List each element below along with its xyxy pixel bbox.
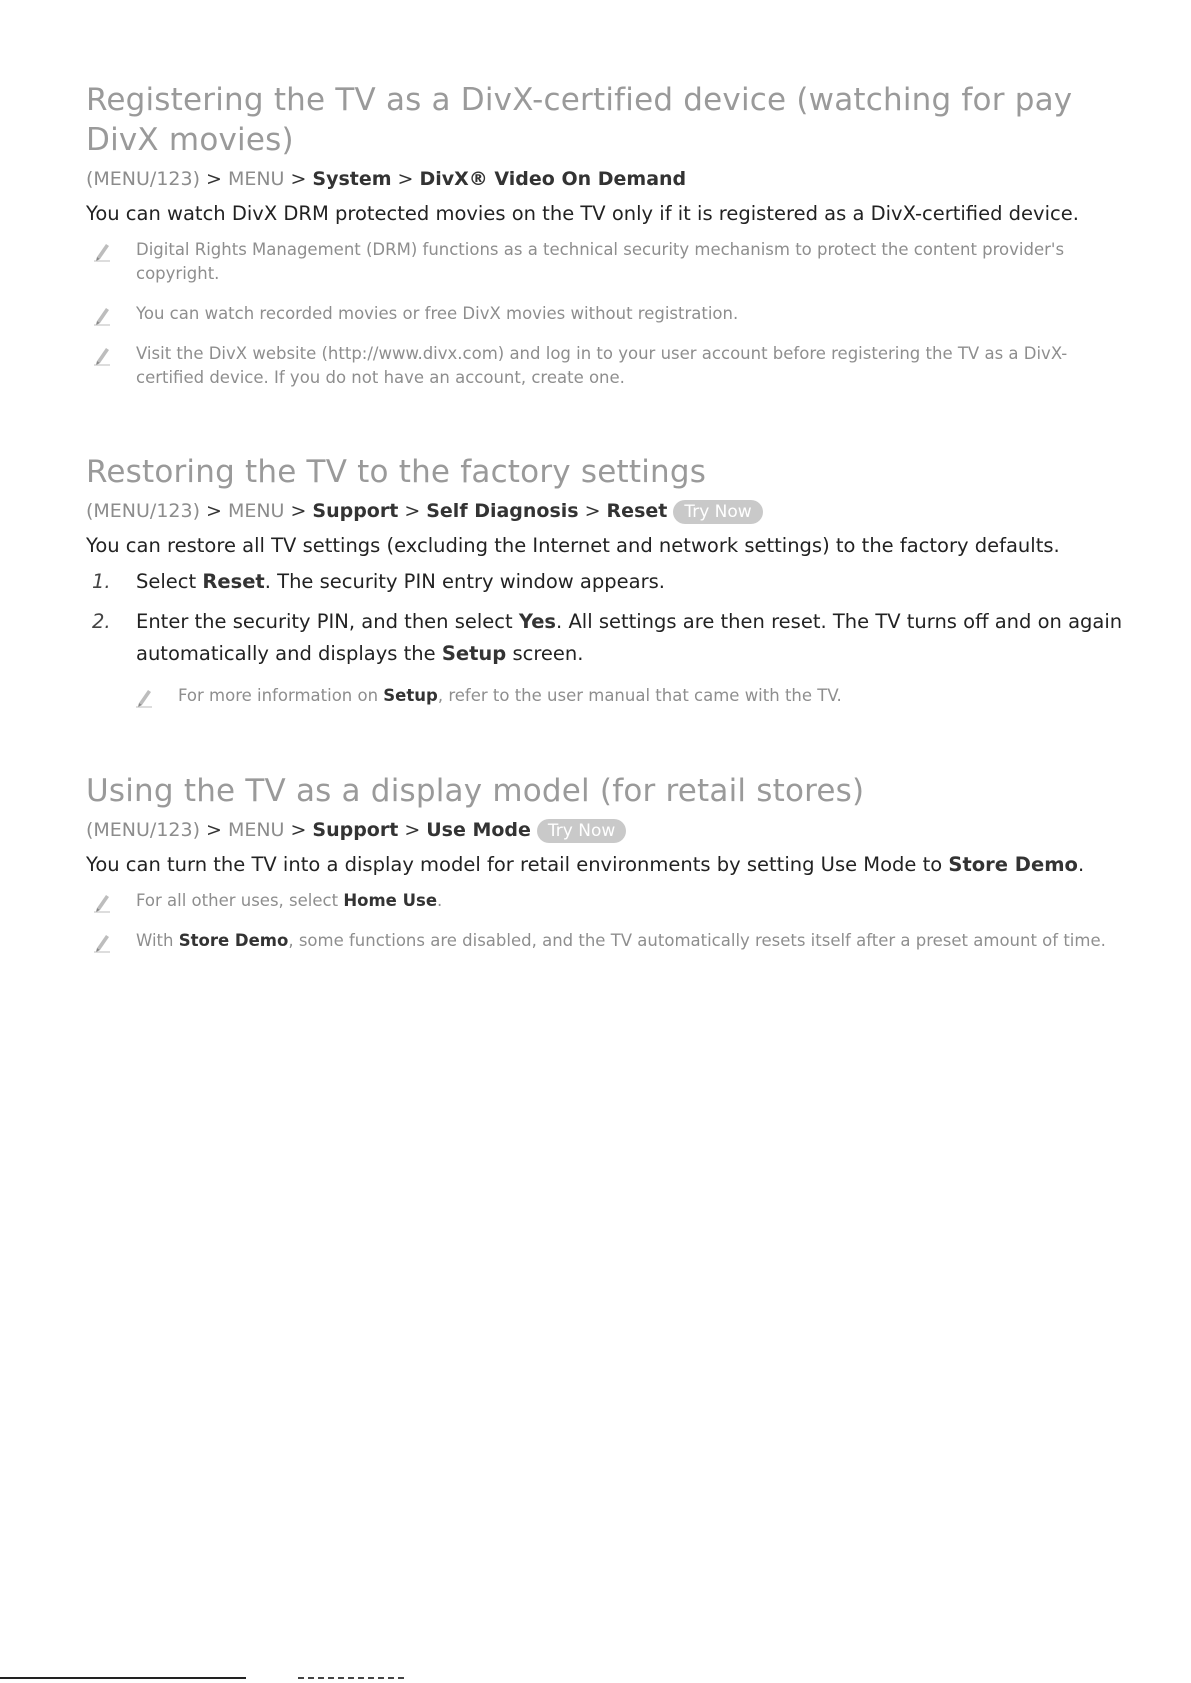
- footer-dashes: [298, 1677, 408, 1679]
- note-bold: Home Use: [343, 891, 438, 910]
- note: [86, 929, 1126, 953]
- note-text: You can watch recorded movies or free DivX movies without registration.: [136, 304, 739, 323]
- step-text: screen.: [506, 642, 584, 665]
- menu-path: [86, 817, 1126, 843]
- section-display-model: [86, 771, 1126, 953]
- chevron-right-icon: >: [206, 819, 222, 841]
- section-title: Using the TV as a display model (for retail stores): [86, 773, 865, 809]
- chevron-right-icon: >: [206, 168, 222, 190]
- path-item: (MENU/123): [86, 819, 201, 841]
- intro-bold: Store Demo: [948, 853, 1078, 876]
- chevron-right-icon: >: [290, 819, 307, 841]
- pencil-note-icon: [92, 238, 112, 262]
- chevron-right-icon: >: [206, 500, 222, 522]
- path-item: MENU: [227, 168, 285, 190]
- path-item: Use Mode: [426, 819, 531, 841]
- section-divx-registration: [86, 80, 1126, 390]
- step-bold: Reset: [202, 570, 265, 593]
- path-item: Reset: [606, 500, 668, 522]
- note: [86, 342, 1126, 390]
- path-item: Support: [312, 500, 399, 522]
- note: [86, 302, 1126, 326]
- note: [86, 889, 1126, 913]
- path-item: (MENU/123): [86, 168, 201, 190]
- note-text: Visit the DivX website (http://www.divx.com) and log in to your user account before registering the TV as a DivX-certified device. If you do not have an account, create one.: [136, 344, 1068, 387]
- note: [86, 238, 1126, 286]
- step-bold: Yes: [518, 610, 557, 633]
- pencil-note-icon: [92, 929, 112, 953]
- footer-rule: [0, 1677, 246, 1679]
- try-now-button[interactable]: Try Now: [673, 500, 762, 524]
- step-bold: Setup: [441, 642, 507, 665]
- step-text: Enter the security PIN, and then select: [136, 610, 519, 633]
- intro-text-part: .: [1077, 853, 1085, 876]
- note-text: For more information on: [178, 686, 384, 705]
- path-item: MENU: [227, 819, 285, 841]
- path-item: MENU: [227, 500, 285, 522]
- note-text: For all other uses, select: [136, 891, 344, 910]
- menu-path: [86, 498, 1126, 524]
- path-item: (MENU/123): [86, 500, 201, 522]
- step-number: 1.: [92, 570, 111, 593]
- step-text: . The security PIN entry window appears.: [264, 570, 665, 593]
- step-text: . All settings are then reset. The TV turns off and on again automatically and displays the: [136, 610, 1123, 665]
- pencil-note-icon: [134, 684, 154, 708]
- path-item: Self Diagnosis: [426, 500, 579, 522]
- try-now-button[interactable]: Try Now: [537, 819, 626, 843]
- note-text: With: [136, 931, 179, 950]
- note: [128, 684, 1126, 708]
- note-text: , some functions are disabled, and the TV automatically resets itself after a preset amount of time.: [288, 931, 1106, 950]
- section-title: Registering the TV as a DivX-certified device (watching for pay DivX movies): [86, 82, 1073, 158]
- intro-text: You can restore all TV settings (excluding the Internet and network settings) to the factory defaults.: [86, 534, 1060, 557]
- section-factory-reset: [86, 452, 1126, 708]
- pencil-note-icon: [92, 342, 112, 366]
- chevron-right-icon: >: [404, 500, 421, 522]
- chevron-right-icon: >: [404, 819, 421, 841]
- note-text: , refer to the user manual that came with the TV.: [437, 686, 842, 705]
- path-item: Support: [312, 819, 399, 841]
- intro-text: [86, 851, 1126, 879]
- chevron-right-icon: >: [584, 500, 601, 522]
- path-item: System: [312, 168, 392, 190]
- pencil-note-icon: [92, 889, 112, 913]
- step-text: Select: [136, 570, 203, 593]
- step-number: 2.: [92, 610, 111, 633]
- note-text: .: [437, 891, 443, 910]
- step-item: [86, 566, 1126, 598]
- pencil-note-icon: [92, 302, 112, 326]
- step-item: [86, 606, 1126, 670]
- intro-text: You can watch DivX DRM protected movies on the TV only if it is registered as a DivX-certified device.: [86, 202, 1079, 225]
- steps-list: [86, 566, 1126, 708]
- note-bold: Store Demo: [178, 931, 289, 950]
- chevron-right-icon: >: [290, 168, 307, 190]
- chevron-right-icon: >: [397, 168, 414, 190]
- intro-text-part: You can turn the TV into a display model for retail environments by setting Use Mode to: [86, 853, 949, 876]
- note-bold: Setup: [383, 686, 438, 705]
- section-title: Restoring the TV to the factory settings: [86, 454, 707, 490]
- path-item: DivX® Video On Demand: [419, 168, 687, 190]
- note-text: Digital Rights Management (DRM) functions as a technical security mechanism to protect the content provider's copyright.: [136, 240, 1065, 283]
- chevron-right-icon: >: [290, 500, 307, 522]
- menu-path: [86, 166, 1126, 192]
